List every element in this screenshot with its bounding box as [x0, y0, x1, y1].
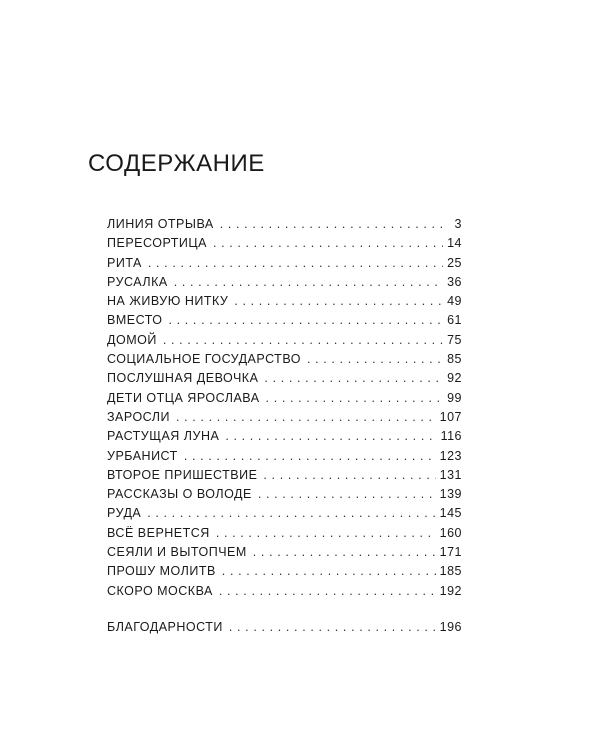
dot-leader [225, 429, 436, 443]
toc-entry-page: 145 [439, 506, 462, 521]
toc-entry-page: 99 [447, 390, 462, 405]
toc-entry [107, 313, 462, 332]
dot-leader [216, 526, 436, 540]
dot-leader [264, 371, 443, 385]
toc-entry-acknowledgements [107, 620, 462, 639]
toc-entry-page: 36 [447, 274, 462, 289]
toc-entry-page: 196 [439, 619, 462, 634]
toc-entry [107, 275, 462, 294]
toc-entry-title: ПЕРЕСОРТИЦА [107, 236, 207, 251]
toc-entry [107, 333, 462, 352]
toc-entry-title: СЕЯЛИ И ВЫТОПЧЕМ [107, 545, 247, 560]
dot-leader [258, 487, 436, 501]
toc-entry-title: ЗАРОСЛИ [107, 409, 170, 424]
toc-entry-page: 123 [439, 448, 462, 463]
toc-entry-title: ДЕТИ ОТЦА ЯРОСЛАВА [107, 390, 260, 405]
toc-entry [107, 526, 462, 545]
toc-entry-page: 116 [440, 429, 462, 444]
dot-leader [147, 506, 435, 520]
toc-entry [107, 217, 462, 236]
toc-entry [107, 468, 462, 487]
toc-entry [107, 294, 462, 313]
dot-leader [266, 391, 444, 405]
toc-entry-title: НА ЖИВУЮ НИТКУ [107, 294, 229, 309]
dot-leader [174, 275, 443, 289]
toc-entry-title: ВТОРОЕ ПРИШЕСТВИЕ [107, 467, 258, 482]
toc-entry-title: ПРОШУ МОЛИТВ [107, 564, 216, 579]
dot-leader [163, 333, 443, 347]
dot-leader [184, 449, 436, 463]
dot-leader [220, 217, 444, 231]
toc-entry-page: 92 [447, 371, 462, 386]
dot-leader [148, 256, 443, 270]
toc-entry [107, 487, 462, 506]
toc-entry-page: 185 [439, 564, 462, 579]
toc-entry-page: 131 [439, 467, 462, 482]
toc-entry-page: 49 [447, 294, 462, 309]
toc-entry-page: 107 [439, 409, 462, 424]
dot-leader [213, 236, 443, 250]
toc-entry [107, 391, 462, 410]
toc-entry-title: РАСТУЩАЯ ЛУНА [107, 429, 220, 444]
toc-entry [107, 236, 462, 255]
toc-entry-page: 14 [447, 236, 462, 251]
toc-entry-title: РИТА [107, 255, 142, 270]
toc-entry-page: 61 [447, 313, 462, 328]
dot-leader [253, 545, 436, 559]
toc-entry [107, 352, 462, 371]
dot-leader [263, 468, 435, 482]
toc-entry [107, 371, 462, 390]
toc-entry-page: 25 [447, 255, 462, 270]
dot-leader [176, 410, 436, 424]
dot-leader [234, 294, 443, 308]
toc-entry-page: 171 [439, 545, 462, 560]
toc-entry-title: ПОСЛУШНАЯ ДЕВОЧКА [107, 371, 259, 386]
toc-entry-page: 139 [439, 487, 462, 502]
toc-entry-title: ВСЁ ВЕРНЕТСЯ [107, 525, 210, 540]
dot-leader [169, 313, 444, 327]
dot-leader [307, 352, 443, 366]
toc-entry-title: ВМЕСТО [107, 313, 163, 328]
toc-entry [107, 545, 462, 564]
toc-entry [107, 410, 462, 429]
toc-entry-page: 85 [447, 352, 462, 367]
toc-entry [107, 256, 462, 275]
toc-entry-title: РУСАЛКА [107, 274, 168, 289]
toc-entry-title: СКОРО МОСКВА [107, 583, 213, 598]
toc-entry [107, 584, 462, 603]
toc-entry-page: 160 [439, 525, 462, 540]
toc-entry [107, 449, 462, 468]
toc-entry [107, 564, 462, 583]
toc-entry-page: 3 [454, 217, 462, 231]
toc-entry [107, 429, 462, 448]
toc-entry [107, 506, 462, 525]
toc-entry-title: ЛИНИЯ ОТРЫВА [107, 217, 214, 231]
toc-entry-title: РАССКАЗЫ О ВОЛОДЕ [107, 487, 252, 502]
toc-entry-title: ДОМОЙ [107, 332, 157, 347]
toc-entry-title: БЛАГОДАРНОСТИ [107, 619, 223, 634]
toc-entry-page: 75 [447, 332, 462, 347]
dot-leader [219, 584, 436, 598]
toc-entry-page: 192 [439, 583, 462, 598]
toc-entry-title: УРБАНИСТ [107, 448, 178, 463]
toc-entry-title: СОЦИАЛЬНОЕ ГОСУДАРСТВО [107, 352, 301, 367]
toc-entry-title: РУДА [107, 506, 142, 521]
toc-heading: СОДЕРЖАНИЕ [88, 150, 265, 177]
dot-leader [229, 620, 436, 634]
toc-list [107, 217, 462, 639]
dot-leader [222, 564, 436, 578]
